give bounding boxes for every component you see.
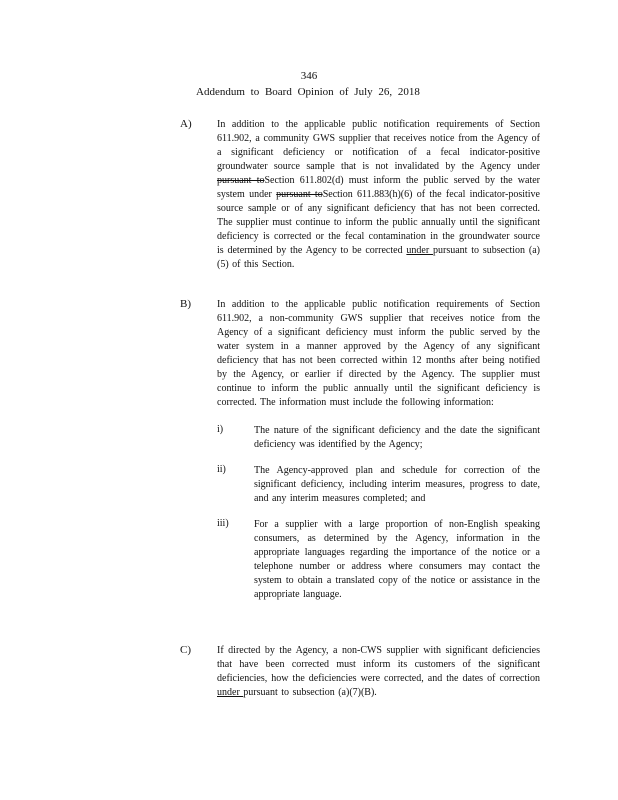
section-c-text-part1: If directed by the Agency, a non-CWS supplier with significant deficiencies that have been corrected must inform its customers of the significant deficiencies, how the deficiencies were corrected, and the dates of correction <box>217 645 540 684</box>
item-ii-label: ii) <box>217 464 226 475</box>
section-a-text <box>217 118 540 272</box>
section-b <box>180 298 540 602</box>
section-a-strike-2: pursuant to <box>276 189 323 200</box>
section-c-text <box>217 644 540 700</box>
section-a-text-part4: pursuant to subsection (a)(5) of this Section. <box>217 245 540 270</box>
item-iii-label: iii) <box>217 518 229 529</box>
section-a <box>180 118 540 272</box>
section-a-text-part1: In addition to the applicable public notification requirements of Section 611.902, a community GWS supplier that receives notice from the Agency of a significant deficiency or notification of a fecal indicator-positive groundwater source sample that is not invalidated by the Agency under <box>217 119 540 172</box>
section-c-text-part2: pursuant to subsection (a)(7)(B). <box>243 687 377 698</box>
section-c-underline: under <box>217 687 244 698</box>
item-i-label: i) <box>217 424 224 435</box>
section-a-strike-1: pursuant to <box>217 175 265 186</box>
addendum-title: Addendum to Board Opinion of July 26, 2018 <box>196 86 420 98</box>
item-i-text: The nature of the significant deficiency and the date the significant deficiency was identified by the Agency; <box>254 425 540 450</box>
page-number: 346 <box>300 70 318 82</box>
section-b-label: B) <box>180 298 191 310</box>
section-a-underline: under <box>406 245 433 256</box>
section-c <box>180 644 540 700</box>
section-a-text-part3: Section 611.883(h)(6) of the fecal indicator-positive source sample or of any significant deficiency that has not been corrected. The supplier must continue to inform the public annually until the significant deficiency is corrected or the fecal contamination in the groundwater source is determined by the Agency to be corrected <box>217 189 540 256</box>
item-iii-text: For a supplier with a large proportion of non-English speaking consumers, as determined by the Agency, information in the appropriate languages regarding the importance of the notice or a telephone number or address where consumers may contact the system to obtain a translated copy of the notice or assistance in the appropriate language. <box>254 519 540 600</box>
section-b-item-ii <box>217 464 540 506</box>
section-b-item-i <box>217 424 540 452</box>
section-a-text-part2: Section 611.802(d) must inform the public served by the water system under <box>217 175 541 200</box>
section-b-item-iii <box>217 518 540 602</box>
section-a-label: A) <box>180 118 192 130</box>
section-b-text: In addition to the applicable public notification requirements of Section 611.902, a non-community GWS supplier that receives notice from the Agency of a significant deficiency must inform the public served by the water system in a manner approved by the Agency of any significant deficiency that has not been corrected within 12 months after being notified by the Agency, or earlier if directed by the Agency. The supplier must continue to inform the public annually until the significant deficiency is corrected. The information must include the following information: <box>217 299 540 408</box>
section-c-label: C) <box>180 644 191 656</box>
item-ii-text: The Agency-approved plan and schedule for correction of the significant deficiency, including interim measures, progress to date, and any interim measures completed; and <box>254 465 540 504</box>
